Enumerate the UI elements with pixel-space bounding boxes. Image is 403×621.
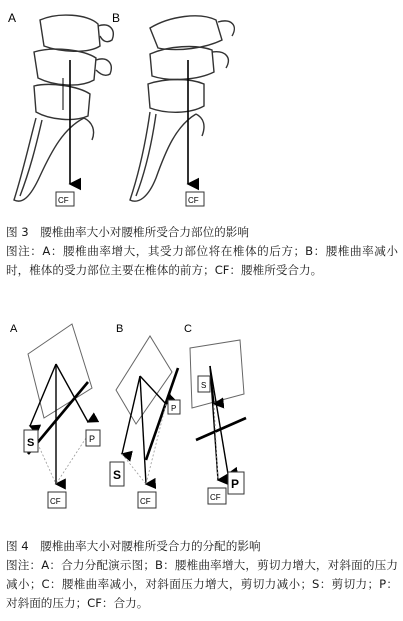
fig3-cf-label-b: CF xyxy=(188,196,199,205)
figure-4-illustration xyxy=(0,312,403,532)
fig3-cf-label-a: CF xyxy=(58,196,69,205)
fig4-p-label-a: P xyxy=(89,434,96,444)
figure-4-note: 图注：A：合力分配演示图；B：腰椎曲率增大，剪切力增大，对斜面的压力减小；C：腰椎曲率减小，对斜面压力增大，剪切力减小；S：剪切力；P：对斜面的压力；CF：合力。 xyxy=(6,558,398,610)
fig4-cf-label-a: CF xyxy=(50,497,61,506)
figure-4-title: 图 4 腰椎曲率大小对腰椎所受合力的分配的影响 xyxy=(6,539,261,553)
fig4-s-label-b: S xyxy=(113,468,122,482)
fig3-force-arrow-a xyxy=(63,60,70,184)
fig4-panel-label-a: A xyxy=(10,323,18,335)
fig4-s-label-c: S xyxy=(201,381,207,390)
figure-3-caption xyxy=(6,223,398,280)
fig4-diagram-c xyxy=(190,340,246,480)
fig3-panel-label-a: A xyxy=(8,11,17,25)
fig4-cf-label-c: CF xyxy=(210,493,221,502)
fig4-diagram-a xyxy=(28,324,92,484)
fig3-spine-b xyxy=(130,16,234,201)
figure-3-note: 图注：A：腰椎曲率增大，其受力部位将在椎体的后方；B：腰椎曲率减小时，椎体的受力部位主要在椎体的前方；CF：腰椎所受合力。 xyxy=(6,244,398,277)
fig4-p-label-b: P xyxy=(171,404,177,413)
fig4-panel-label-c: C xyxy=(184,323,192,335)
fig3-spine-a xyxy=(14,15,113,201)
figure-3-illustration xyxy=(0,0,403,220)
fig4-s-label-a: S xyxy=(27,437,35,449)
fig3-panel-label-b: B xyxy=(112,11,121,25)
fig4-cf-label-b: CF xyxy=(140,497,151,506)
figure-4-caption xyxy=(6,537,398,613)
fig4-panel-label-b: B xyxy=(116,323,124,335)
figure-3-title: 图 3 腰椎曲率大小对腰椎所受合力部位的影响 xyxy=(6,225,249,239)
fig4-p-label-c: P xyxy=(231,477,240,491)
